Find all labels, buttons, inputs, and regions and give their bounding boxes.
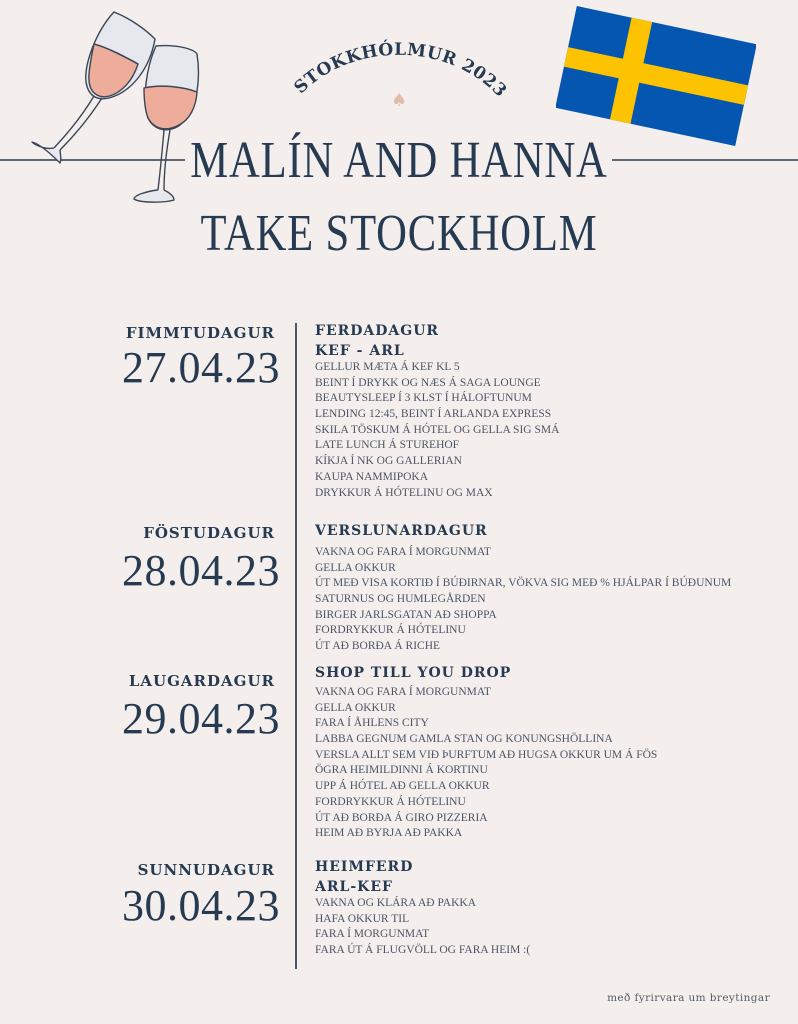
list-item: HEIM AÐ BYRJA AÐ PAKKA <box>315 827 463 840</box>
list-item: KÍKJA Í NK OG GALLERIAN <box>315 455 462 468</box>
list-item: LATE LUNCH Á STUREHOF <box>315 439 460 452</box>
day-title: VERSLUNARDAGUR <box>315 523 488 539</box>
spade-icon: ♠ <box>391 90 408 111</box>
list-item: BIRGER JARLSGATAN AÐ SHOPPA <box>315 608 497 621</box>
list-item: FARA Í MORGUNMAT <box>315 928 430 941</box>
list-item: FARA Í ÅHLENS CITY <box>315 717 429 730</box>
sweden-flag-icon <box>556 2 756 150</box>
list-item: VAKNA OG FARA Í MORGUNMAT <box>315 686 491 698</box>
list-item: DRYKKUR Á HÓTELINU OG MAX <box>315 486 493 499</box>
day-weekday: SUNNUDAGUR <box>137 861 275 879</box>
list-item: ÚT AÐ BORÐA Á GIRO PIZZERIA <box>315 811 488 824</box>
list-item: GELLUR MÆTA Á KEF KL 5 <box>315 361 460 373</box>
list-item: FARA ÚT Á FLUGVÖLL OG FARA HEIM :( <box>315 944 531 957</box>
list-item: GELLA OKKUR <box>315 561 396 574</box>
title-line-2: TAKE STOCKHOLM <box>200 205 598 262</box>
day-title: FERDADAGUR <box>315 323 440 339</box>
list-item: FORDRYKKUR Á HÓTELINU <box>315 795 466 808</box>
footer-note: með fyrirvara um breytingar <box>607 992 770 1004</box>
day-date: 30.04.23 <box>122 881 280 930</box>
list-item: FORDRYKKUR Á HÓTELINU <box>315 624 466 637</box>
day-weekday: FIMMTUDAGUR <box>125 324 275 342</box>
title-line-1: MALÍN AND HANNA <box>190 132 608 189</box>
day-date: 28.04.23 <box>122 546 280 595</box>
day-weekday: FÖSTUDAGUR <box>143 524 275 542</box>
activity-list <box>315 896 530 959</box>
list-item: SKILA TÖSKUM Á HÓTEL OG GELLA SIG SMÁ <box>315 423 560 436</box>
day-date: 27.04.23 <box>122 343 280 392</box>
activity-list <box>315 360 559 501</box>
list-item: SATURNUS OG HUMLEGÅRDEN <box>315 593 486 606</box>
list-item: BEINT Í DRYKK OG NÆS Á SAGA LOUNGE <box>315 376 541 389</box>
list-item: GELLA OKKUR <box>315 701 396 714</box>
day-date: 29.04.23 <box>122 694 280 743</box>
timeline-divider <box>295 323 297 969</box>
activity-list <box>315 685 657 842</box>
list-item: VERSLA ALLT SEM VIÐ ÞURFTUM AÐ HUGSA OKKUR UM Á FÖS <box>315 748 658 761</box>
day-title: HEIMFERD <box>315 859 414 875</box>
list-item: KAUPA NAMMIPOKA <box>315 470 429 483</box>
list-item: UPP Á HÓTEL AÐ GELLA OKKUR <box>315 780 490 793</box>
list-item: ÖGRA HEIMILDINNI Á KORTINU <box>315 764 488 777</box>
list-item: VAKNA OG FARA Í MORGUNMAT <box>315 546 491 558</box>
arc-title-text: STOKKHÓLMUR 2023 <box>290 39 511 102</box>
list-item: HAFA OKKUR TIL <box>315 912 410 925</box>
day-title: SHOP TILL YOU DROP <box>315 665 512 681</box>
list-item: LABBA GEGNUM GAMLA STAN OG KONUNGSHÖLLINA <box>315 733 613 746</box>
day-weekday: LAUGARDAGUR <box>128 672 275 690</box>
day-subtitle: ARL-KEF <box>315 879 393 895</box>
list-item: ÚT AÐ BORÐA Á RICHE <box>315 640 441 653</box>
day-subtitle: KEF - ARL <box>315 343 405 359</box>
activity-list <box>315 545 731 655</box>
list-item: BEAUTYSLEEP Í 3 KLST Í HÁLOFTUNUM <box>315 392 532 405</box>
list-item: LENDING 12:45, BEINT Í ARLANDA EXPRESS <box>315 408 552 421</box>
arc-title <box>270 20 550 130</box>
list-item: ÚT MEÐ VISA KORTIÐ Í BÚÐIRNAR, VÖKVA SIG MEÐ % HJÁLPAR Í BÚÐUNUM <box>315 577 732 590</box>
list-item: VAKNA OG KLÁRA AÐ PAKKA <box>315 897 477 909</box>
